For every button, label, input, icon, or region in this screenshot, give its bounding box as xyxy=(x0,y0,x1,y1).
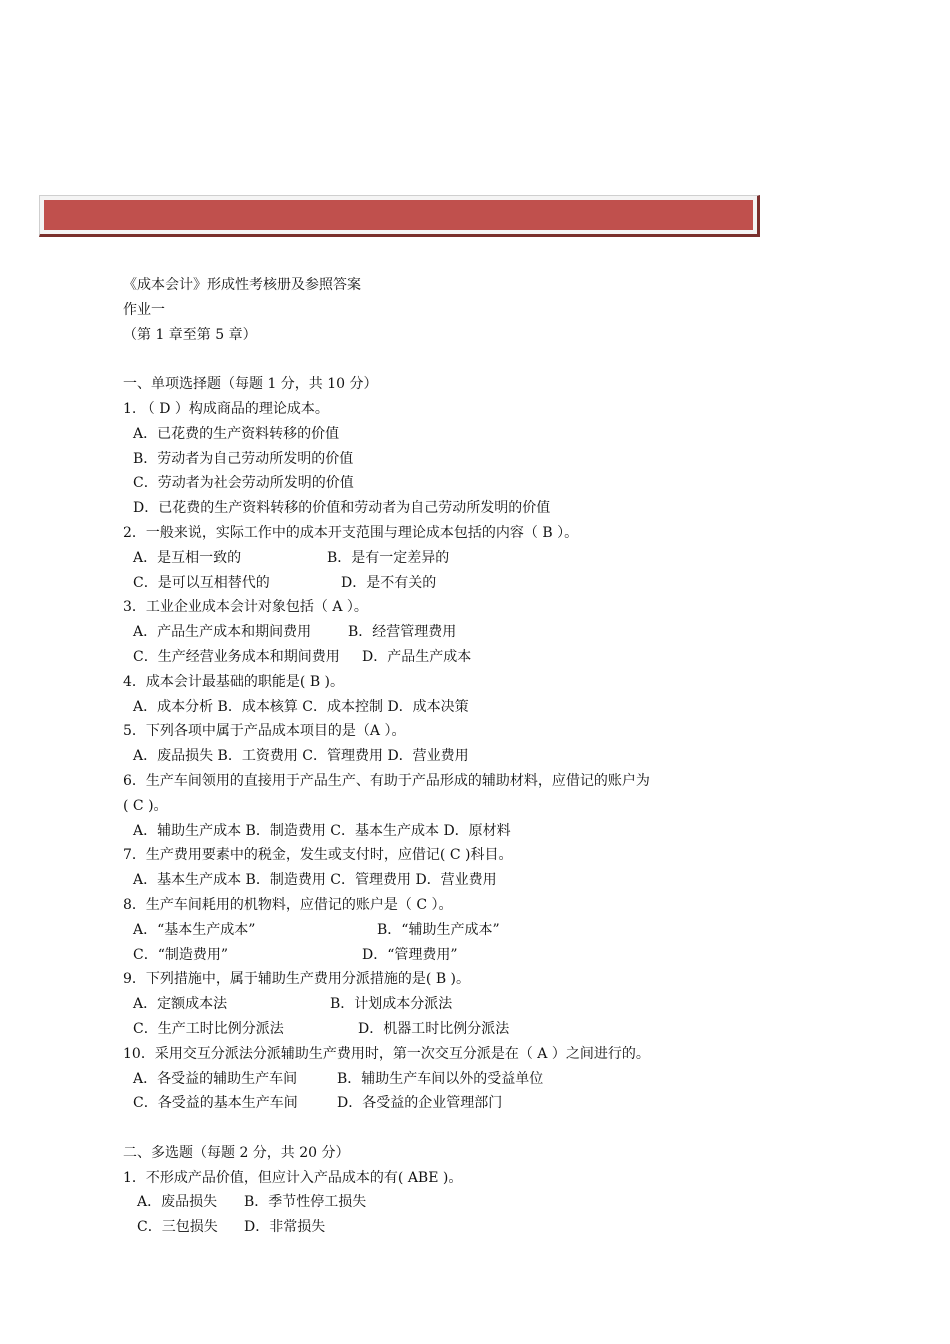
q8-option-c: C．“制造费用” xyxy=(133,946,229,963)
s2-q1-option-d: D．非常损失 xyxy=(244,1219,326,1236)
s2-q1-option-a: A．废品损失 xyxy=(137,1194,218,1211)
q1-stem: 1. （ D ）构成商品的理论成本。 xyxy=(123,400,329,417)
q3-option-b: B．经营管理费用 xyxy=(348,624,457,641)
q8-option-d: D．“管理费用” xyxy=(362,946,458,963)
spacer xyxy=(123,347,743,372)
q1-option-a: A．已花费的生产资料转移的价值 xyxy=(133,425,340,442)
q2-stem: 2．一般来说，实际工作中的成本开支范围与理论成本包括的内容（ B ）。 xyxy=(123,524,579,541)
q5-options: A．废品损失 B．工资费用 C．管理费用 D．营业费用 xyxy=(133,748,469,765)
q8-option-a: A．“基本生产成本” xyxy=(133,921,256,938)
q6-stem: 6．生产车间领用的直接用于产品生产、有助于产品形成的辅助材料，应借记的账户为 xyxy=(123,772,650,789)
q8-option-b: B．“辅助生产成本” xyxy=(377,921,500,938)
q10-option-b: B．辅助生产车间以外的受益单位 xyxy=(337,1070,544,1087)
q9-stem: 9．下列措施中，属于辅助生产费用分派措施的是( B )。 xyxy=(123,971,471,988)
q10-stem: 10．采用交互分派法分派辅助生产费用时，第一次交互分派是在（ A ）之间进行的。 xyxy=(123,1045,650,1062)
q10-option-d: D．各受益的企业管理部门 xyxy=(337,1095,503,1112)
q6-options: A．辅助生产成本 B．制造费用 C．基本生产成本 D．原材料 xyxy=(133,822,511,839)
q4-stem: 4．成本会计最基础的职能是( B )。 xyxy=(123,673,345,690)
q1-option-d: D．已花费的生产资料转移的价值和劳动者为自己劳动所发明的价值 xyxy=(133,500,551,517)
spacer xyxy=(123,1116,743,1141)
q6-stem-continued: ( C )。 xyxy=(123,797,168,814)
q9-option-c: C．生产工时比例分派法 xyxy=(133,1020,284,1037)
q3-option-c: C．生产经营业务成本和期间费用 xyxy=(133,648,340,665)
q3-stem: 3．工业企业成本会计对象包括（ A ）。 xyxy=(123,599,368,616)
q2-option-b: B．是有一定差异的 xyxy=(327,549,450,566)
section2-heading: 二、多选题（每题 2 分，共 20 分） xyxy=(123,1144,350,1161)
header-banner-frame xyxy=(39,195,760,237)
q7-options: A．基本生产成本 B．制造费用 C．管理费用 D．营业费用 xyxy=(133,872,497,889)
s2-q1-option-b: B．季节性停工损失 xyxy=(244,1194,367,1211)
q10-option-c: C．各受益的基本生产车间 xyxy=(133,1095,298,1112)
q9-option-b: B．计划成本分派法 xyxy=(330,996,453,1013)
q7-stem: 7．生产费用要素中的税金，发生或支付时，应借记( C )科目。 xyxy=(123,847,513,864)
chapter-scope: （第 1 章至第 5 章） xyxy=(123,326,257,343)
q2-option-a: A．是互相一致的 xyxy=(133,549,242,566)
q10-option-a: A．各受益的辅助生产车间 xyxy=(133,1070,298,1087)
q9-option-d: D．机器工时比例分派法 xyxy=(358,1020,510,1037)
q3-option-a: A．产品生产成本和期间费用 xyxy=(133,624,312,641)
document-body xyxy=(123,273,743,1240)
assignment-label: 作业一 xyxy=(123,301,165,318)
q1-option-b: B．劳动者为自己劳动所发明的价值 xyxy=(133,450,354,467)
q3-option-d: D．产品生产成本 xyxy=(362,648,472,665)
q4-options: A．成本分析 B．成本核算 C．成本控制 D．成本决策 xyxy=(133,698,469,715)
header-banner xyxy=(44,200,753,230)
document-title: 《成本会计》形成性考核册及参照答案 xyxy=(123,277,361,293)
q1-option-c: C．劳动者为社会劳动所发明的价值 xyxy=(133,475,354,492)
s2-q1-option-c: C．三包损失 xyxy=(137,1219,218,1236)
s2-q1-stem: 1．不形成产品价值，但应计入产品成本的有( ABE )。 xyxy=(123,1169,463,1186)
q8-stem: 8．生产车间耗用的机物料，应借记的账户是（ C ）。 xyxy=(123,896,453,913)
q9-option-a: A．定额成本法 xyxy=(133,996,228,1013)
q2-option-d: D．是不有关的 xyxy=(341,574,437,591)
section1-heading: 一、单项选择题（每题 1 分，共 10 分） xyxy=(123,376,378,393)
q5-stem: 5．下列各项中属于产品成本项目的是（A ）。 xyxy=(123,723,406,740)
q2-option-c: C．是可以互相替代的 xyxy=(133,574,270,591)
